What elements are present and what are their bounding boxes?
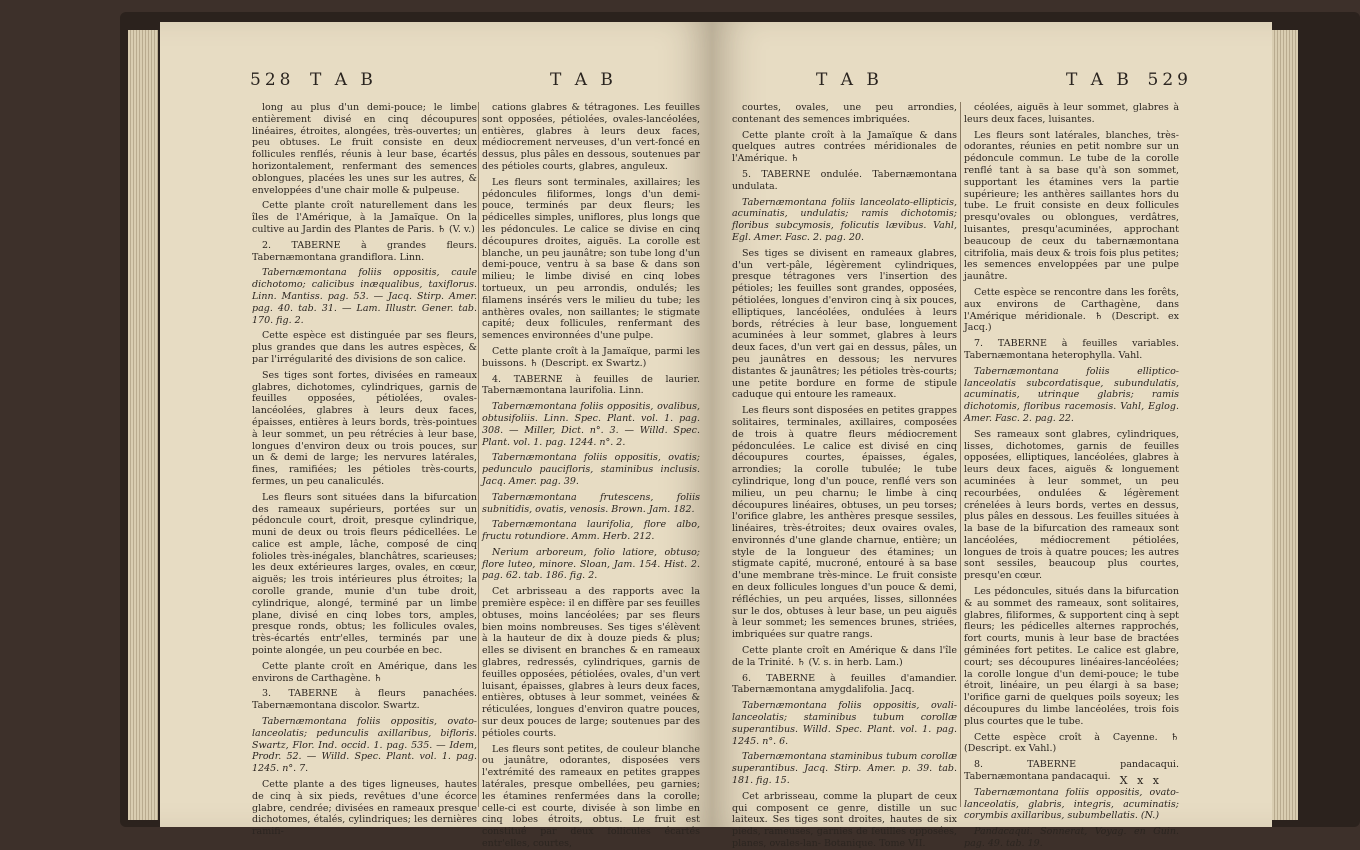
paragraph: Cette espèce croît à Cayenne. ♄ (Descript. ex Vahl.) (964, 731, 1179, 755)
paragraph: Tabernæmontana frutescens, foliis subnitidis, ovatis, venosis. Brown. Jam. 182. (482, 491, 700, 515)
right-page-number: 529 (1147, 70, 1192, 90)
species-heading: 2. TABERNE à grandes fleurs. Tabernæmontana grandiflora. Linn. (252, 239, 477, 263)
paragraph: courtes, ovales, une peu arrondies, contenant des semences imbriquées. (732, 102, 957, 125)
paragraph: Tabernæmontana laurifolia, flore albo, fructu rotundiore. Amm. Herb. 212. (482, 519, 700, 543)
species-heading: 6. TABERNE à feuilles d'amandier. Tabernæmontana amygdalifolia. Jacq. (732, 672, 957, 696)
paragraph: Cet arbrisseau, comme la plupart de ceux qui composent ce genre, distille un suc laiteux. Ses tiges sont droites, hautes de six pieds, rameuses, garnies de feuilles opposées, planes, ovales-lan- Botanique. Tome VII. (732, 790, 957, 850)
left-page-edges (128, 30, 158, 820)
paragraph: Cette plante croît naturellement dans les îles de l'Amérique, à la Jamaïque. On la cultive au Jardin des Plantes de Paris. ♄ (V. v.) (252, 200, 477, 235)
paragraph: Les fleurs sont petites, de couleur blanche ou jaunâtre, odorantes, disposées vers l'extrémité des rameaux en petites grappes latérales, presque ombellées, peu garnies; les étamines renfermées dans la corolle; celle-ci est courte, divisée à son limbe en cinq lobes étroits, obtus. Le fruit est constitué par deux follicules écartés entr'elles, courtes, (482, 743, 700, 850)
right-running-head-2: T A B (1066, 70, 1133, 90)
paragraph: Tabernæmontana foliis lanceolato-ellipticis, acuminatis, undulatis; ramis dichotomis; floribus subcymosis, folicutis lævibus. Vahl, Egl. Amer. Fasc. 2. pag. 20. (732, 196, 957, 243)
paragraph: Tabernæmontana foliis elliptico-lanceolatis subcordatisque, subundulatis, acuminatis, utrinque glabris; ramis dichotomis, floribus racemosis. Vahl, Eglog. Amer. Fasc. 2. pag. 22. (964, 365, 1179, 424)
paragraph: Tabernæmontana foliis oppositis, ovalibus, obtusifoliis. Linn. Spec. Plant. vol. 1. pag. 308. — Miller, Dict. n°. 3. — Willd. Spec. Plant. vol. 1. pag. 1244. n°. 2. (482, 401, 700, 448)
paragraph: Ses rameaux sont glabres, cylindriques, lisses, dichotomes, garnis de feuilles opposées, elliptiques, lancéolées, glabres à leurs deux faces, aiguës & longuement acuminées à leur sommet, un peu recourbées, ondulées & légèrement crénelées à leurs bords, vertes en dessus, plus pâles en dessous. Les feuilles situées à la base de la bifurcation des rameaux sont lancéolées, médiocrement pétiolées, longues de trois à quatre pouces; les autres sont sessiles, beaucoup plus courtes, presqu'en cœur. (964, 428, 1179, 582)
paragraph: Tabernæmontana staminibus tubum corollæ superantibus. Jacq. Stirp. Amer. p. 39. tab. 181. fig. 15. (732, 751, 957, 787)
right-header (736, 70, 1192, 96)
paragraph: Cette plante croît à la Jamaïque & dans quelques autres contrées méridionales de l'Amérique. ♄ (732, 129, 957, 165)
right-page-edges (1272, 30, 1298, 820)
paragraph: cations glabres & tétragones. Les feuilles sont opposées, pétiolées, ovales-lancéolées, entières, glabres à leurs deux faces, médiocrement nerveuses, d'un vert-foncé en dessus, plus pâles en dessous, soutenues par des pétioles courts, glabres, anguleux. (482, 102, 700, 172)
paragraph: céolées, aiguës à leur sommet, glabres à leurs deux faces, luisantes. (964, 102, 1179, 125)
paragraph: Les fleurs sont terminales, axillaires; les pédoncules filiformes, longs d'un demi-pouce, terminés par deux fleurs; les pédicelles simples, uniflores, plus longs que les pédoncules. Le calice se divise en cinq découpures droites, aiguës. La corolle est blanche, un peu jaunâtre; son tube long d'un demi-pouce, ventru à sa base & dans son milieu; le limbe divisé en cinq lobes tortueux, un peu arrondis, ondulés; les filamens insérés vers le milieu du tube; les anthères ovales, non saillantes; le stigmate capité; deux follicules, renfermant des semences environnées d'une pulpe. (482, 176, 700, 342)
left-column-1 (252, 102, 477, 838)
paragraph: Les fleurs sont disposées en petites grappes solitaires, terminales, axillaires, composées de trois à quatre fleurs médiocrement pédonculées. Le calice est divisé en cinq découpures courtes, épaisses, égales, arrondies; la corolle tubulée; le tube cylindrique, long d'un pouce, renflé vers son milieu, un peu charnu; le limbe à cinq découpures linéaires, obtuses, un peu torses; l'orifice glabre, les anthères presque sessiles, linéaires, très-étroites; deux ovaires ovales, environnés d'une glande charnue, entière; un style de la longueur des étamines; un stigmate capité, mucroné, entouré à sa base d'une membrane très-mince. Le fruit consiste en deux follicules longues d'un pouce & demi, réfléchies, un peu arquées, lisses, sillonnées sur le dos, obtuses à leur base, un peu aiguës à leur sommet; les semences brunes, striées, imbriquées sur quatre rangs. (732, 405, 957, 641)
paragraph: Les fleurs sont situées dans la bifurcation des rameaux supérieurs, portées sur un pédoncule court, droit, presque cylindrique, muni de deux ou trois fleurs pédicellées. Le calice est ample, lâche, composé de cinq folioles très-inégales, blanchâtres, scarieuses; les deux extérieures larges, ovales, en cœur, aiguës; les trois intérieures plus étroites; la corolle grande, munie d'un tube droit, cylindrique, alongé, terminé par un limbe plane, divisé en cinq lobes tors, amples, presque ronds, obtus; les follicules ovales, très-écartés entr'elles, terminés par une pointe alongée, un peu courbée en bec. (252, 491, 477, 657)
paragraph: Cette plante croît en Amérique & dans l'île de la Trinité. ♄ (V. s. in herb. Lam.) (732, 645, 957, 668)
paragraph: Cette plante croît en Amérique, dans les environs de Carthagène. ♄ (252, 660, 477, 684)
left-page (160, 22, 712, 850)
species-heading: 3. TABERNE à fleurs panachées. Tabernæmontana discolor. Swartz. (252, 688, 477, 712)
right-page (712, 22, 1272, 850)
right-column-1 (732, 102, 957, 850)
paragraph: Cette espèce se rencontre dans les forêts, aux environs de Carthagène, dans l'Amérique méridionale. ♄ (Descript. ex Jacq.) (964, 286, 1179, 334)
right-running-head-1: T A B (816, 70, 883, 90)
paragraph: Tabernæmontana foliis oppositis, caule dichotomo; calicibus inæqualibus, taxiflorus. Linn. Mantiss. pag. 53. — Jacq. Stirp. Amer. pag. 40. tab. 31. — Lam. Illustr. Gener. tab. 170. fig. 2. (252, 267, 477, 326)
paragraph: Tabernæmontana foliis oppositis, ovato-lanceolatis, glabris, integris, acuminatis; corymbis axillaribus, subumbellatis. (N.) (964, 786, 1179, 822)
signature-mark: X x x (1119, 774, 1162, 787)
paragraph: Les fleurs sont latérales, blanches, très-odorantes, réunies en petit nombre sur un pédoncule commun. Le tube de la corolle renflé tant à sa base qu'à son sommet, supportant les étamines vers la partie supérieure; les anthères saillantes hors du tube. Le fruit consiste en deux follicules presqu'ovales ou oblongues, verdâtres, luisantes, presqu'acuminées, approchant beaucoup de ceux du tabernæmontana citrifolia, mais deux & trois fois plus petites; les semences enveloppées par une pulpe jaunâtre. (964, 129, 1179, 283)
column-rule (478, 102, 479, 807)
paragraph: Tabernæmontana foliis oppositis, ovato-lanceolatis; pedunculis axillaribus, bifloris. Swartz, Flor. Ind. occid. 1. pag. 535. — Idem, Prodr. 52. — Willd. Spec. Plant. vol. 1. pag. 1245. n°. 7. (252, 716, 477, 775)
paragraph: Les pédoncules, situés dans la bifurcation & au sommet des rameaux, sont solitaires, glabres, filiformes, & supportent cinq à sept fleurs; les pédicelles alternes rapprochés, fort courts, munis à leur base de bractées géminées fort petites. Le calice est glabre, court; ses découpures linéaires-lancéolées; la corolle longue d'un demi-pouce; le tube étroit, linéaire, un peu élargi à sa base; l'orifice garni de quelques poils soyeux; les découpures du limbe lancéolées, trois fois plus courtes que le tube. (964, 586, 1179, 727)
paragraph: Cette espèce est distinguée par ses fleurs, plus grandes que dans les autres espèces, & par l'irrégularité des divisions de son calice. (252, 330, 477, 365)
paragraph: Ses tiges sont fortes, divisées en rameaux glabres, dichotomes, cylindriques, garnis de feuilles opposées, pétiolées, ovales-lancéolées, glabres à leurs deux faces, épaisses, entières à leurs bords, très-pointues à leur sommet, un peu rétrécies à leur base, longues d'environ deux ou trois pouces, sur un & demi de large; les nervures latérales, fines, ramifiées; les pétioles très-courts, fermes, un peu canaliculés. (252, 369, 477, 487)
paragraph: Cette plante croît à la Jamaïque, parmi les buissons. ♄ (Descript. ex Swartz.) (482, 345, 700, 369)
left-column-2 (482, 102, 700, 850)
paragraph: long au plus d'un demi-pouce; le limbe entièrement divisé en cinq découpures linéaires, étroites, alongées, très-ouvertes; un peu obtuses. Le fruit consiste en deux follicules renflés, réunis à leur base, écartés horizontalement, renfermant des semences oblongues, placées les unes sur les autres, & enveloppées d'une chair molle & pulpeuse. (252, 102, 477, 196)
left-header (250, 70, 692, 96)
left-page-number: 528 (250, 70, 295, 90)
species-heading: 5. TABERNE ondulée. Tabernæmontana undulata. (732, 168, 957, 192)
paragraph: Cet arbrisseau a des rapports avec la première espèce: il en diffère par ses feuilles obtuses, moins lancéolées; par ses fleurs bien moins nombreuses. Ses tiges s'élèvent à la hauteur de dix à douze pieds & plus; elles se divisent en branches & en rameaux glabres, redressés, cylindriques, garnis de feuilles opposées, pétiolées, ovales, d'un vert luisant, épaisses, glabres à leurs deux faces, entières, obtuses à leur sommet, veinées & réticulées, longues d'environ quatre pouces, sur deux pouces de large; soutenues par des pétioles courts. (482, 586, 700, 739)
right-column-2 (964, 102, 1179, 850)
species-heading: 4. TABERNE à feuilles de laurier. Tabernæmontana laurifolia. Linn. (482, 373, 700, 397)
left-running-head-2: T A B (550, 70, 617, 90)
paragraph: Pandacaqui. Sonnerat, Voyag. en Guin. pag. 49. tab. 19. (964, 826, 1179, 850)
column-rule (960, 102, 961, 807)
paragraph: Cette plante a des tiges ligneuses, hautes de cinq à six pieds, revêtues d'une écorce glabre, cendrée; divisées en rameaux presque dichotomes, étalés, cylindriques; les dernières ramifi- (252, 779, 477, 838)
paragraph: Tabernæmontana foliis oppositis, ovatis; pedunculo paucifloris, staminibus inclusis. Jacq. Amer. pag. 39. (482, 452, 700, 487)
species-heading: 7. TABERNE à feuilles variables. Tabernæmontana heterophylla. Vahl. (964, 338, 1179, 361)
paragraph: Tabernæmontana foliis oppositis, ovali-lanceolatis; staminibus tubum corollæ superantibus. Willd. Spec. Plant. vol. 1. pag. 1245. n°. 6. (732, 700, 957, 747)
paragraph: Ses tiges se divisent en rameaux glabres, d'un vert-pâle, légèrement cylindriques, presque tétragones vers l'insertion des pétioles; les feuilles sont grandes, opposées, pétiolées, longues d'environ cinq à six pouces, elliptiques, lancéolées, ondulées à leurs bords, rétrécies à leur base, longuement acuminées à leur sommet, glabres à leurs deux faces, d'un vert gai en dessus, pâles, un peu jaunâtres en dessous; les nervures distantes & jaunâtres; les pétioles très-courts; une petite bordure en forme de stipule caduque qui entoure les rameaux. (732, 247, 957, 401)
left-running-head-1: T A B (310, 70, 377, 90)
species-heading: 8. TABERNE pandacaqui. Tabernæmontana pandacaqui. (964, 759, 1179, 783)
paragraph: Nerium arboreum, folio latiore, obtuso; flore luteo, minore. Sloan, Jam. 154. Hist. 2. pag. 62. tab. 186. fig. 2. (482, 546, 700, 582)
